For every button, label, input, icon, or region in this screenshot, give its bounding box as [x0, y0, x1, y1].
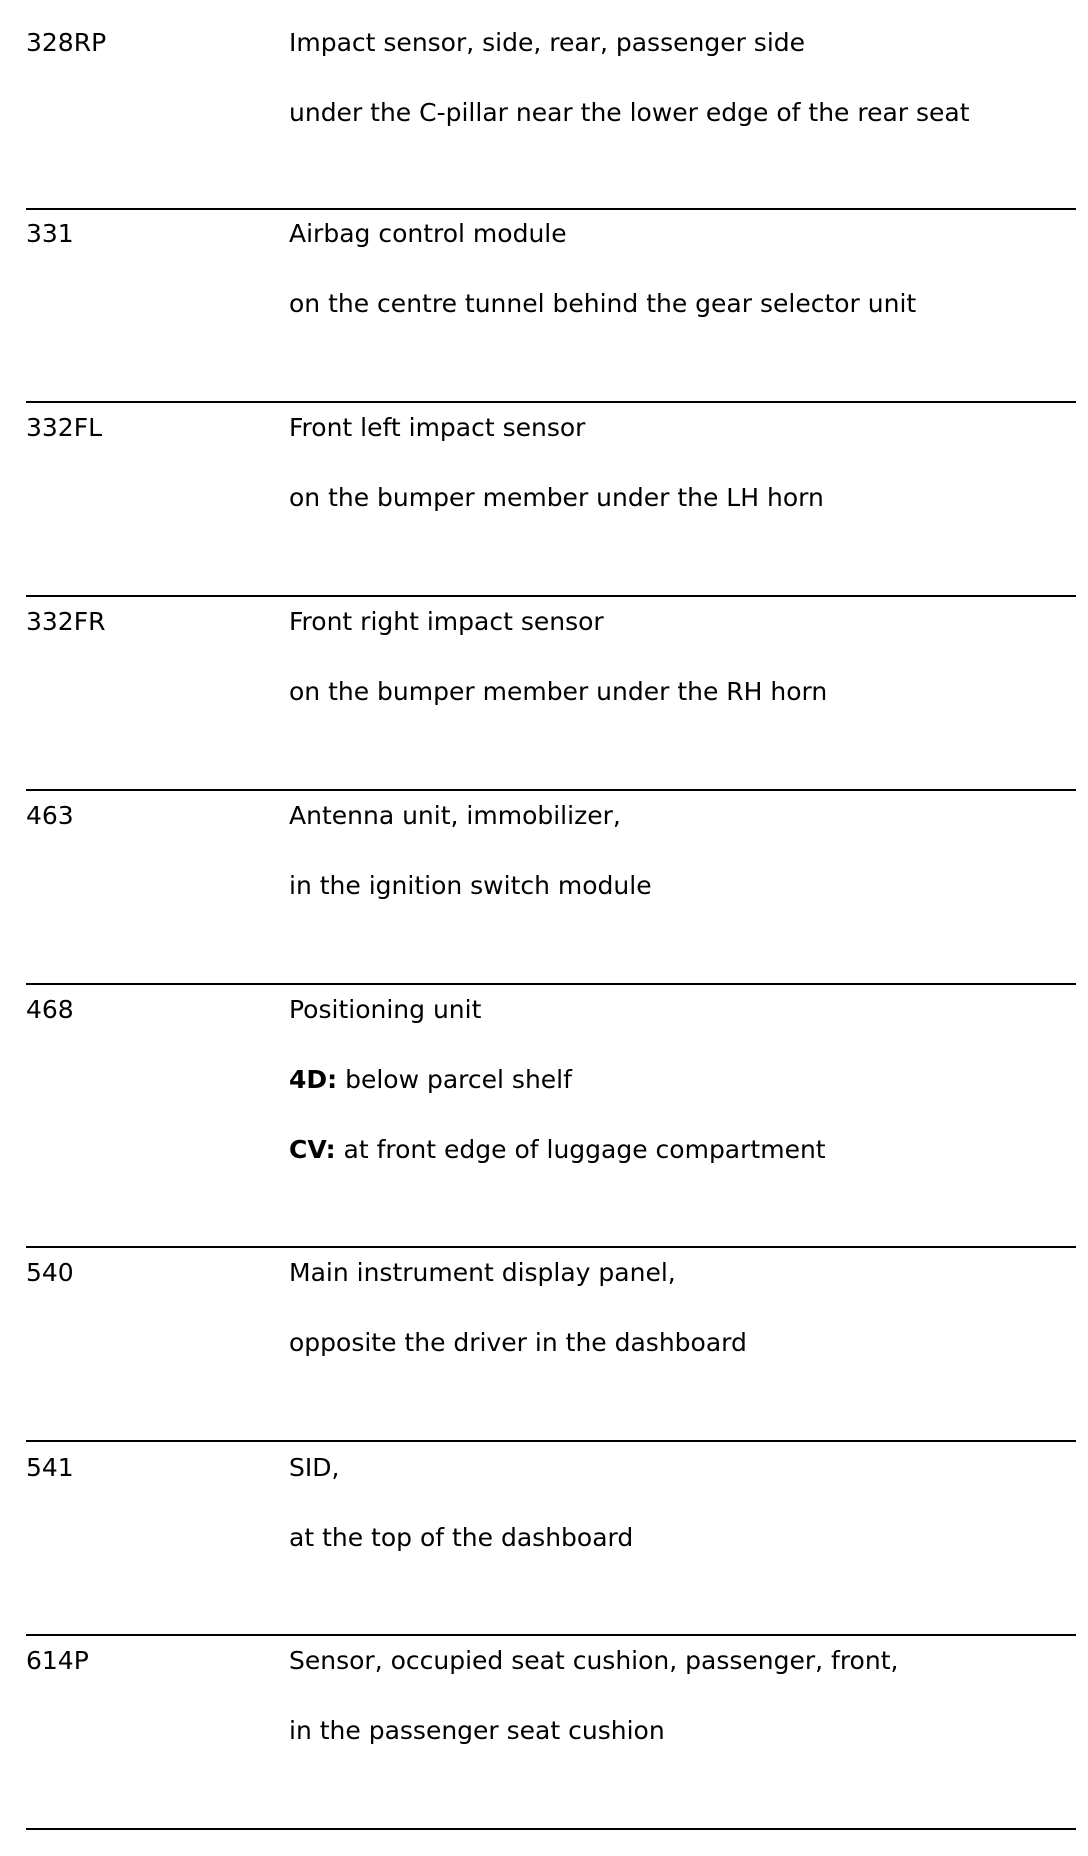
section-divider — [26, 1634, 1076, 1636]
component-code: 540 — [26, 1258, 74, 1287]
description-line — [289, 1716, 898, 1746]
description-line — [289, 289, 916, 319]
component-description — [289, 28, 970, 168]
description-line — [289, 1065, 826, 1095]
component-code: 332FL — [26, 413, 103, 442]
line-text: at front edge of luggage compartment — [335, 1135, 826, 1164]
component-description — [289, 607, 827, 747]
component-code: 468 — [26, 995, 74, 1024]
component-code: 328RP — [26, 28, 107, 57]
component-description — [289, 413, 824, 553]
line-text: opposite the driver in the dashboard — [289, 1328, 747, 1357]
line-text: in the ignition switch module — [289, 871, 652, 900]
description-line — [289, 1453, 633, 1483]
section-divider — [26, 1246, 1076, 1248]
component-code: 463 — [26, 801, 74, 830]
component-description — [289, 801, 652, 941]
component-code: 614P — [26, 1646, 89, 1675]
line-text: in the passenger seat cushion — [289, 1716, 665, 1745]
line-text: under the C-pillar near the lower edge of the rear seat — [289, 98, 970, 127]
variant-label-4d: 4D: — [289, 1065, 338, 1094]
line-text: Antenna unit, immobilizer, — [289, 801, 621, 830]
description-line — [289, 801, 652, 831]
component-description — [289, 995, 826, 1205]
line-text: Main instrument display panel, — [289, 1258, 676, 1287]
line-text: on the centre tunnel behind the gear selector unit — [289, 289, 917, 318]
section-divider — [26, 595, 1076, 597]
description-line — [289, 1523, 633, 1553]
line-text: at the top of the dashboard — [289, 1523, 634, 1552]
component-code: 331 — [26, 219, 74, 248]
line-text: Front left impact sensor — [289, 413, 586, 442]
description-line — [289, 1135, 826, 1165]
description-line — [289, 995, 826, 1025]
description-line — [289, 677, 827, 707]
line-text: on the bumper member under the RH horn — [289, 677, 828, 706]
section-divider — [26, 983, 1076, 985]
description-line — [289, 1646, 898, 1676]
description-line — [289, 871, 652, 901]
line-text: on the bumper member under the LH horn — [289, 483, 824, 512]
section-divider — [26, 208, 1076, 210]
line-text: Sensor, occupied seat cushion, passenger, front, — [289, 1646, 899, 1675]
component-description — [289, 1646, 898, 1786]
line-text: Airbag control module — [289, 219, 567, 248]
line-text: below parcel shelf — [337, 1065, 572, 1094]
line-text: Front right impact sensor — [289, 607, 604, 636]
line-text: Positioning unit — [289, 995, 482, 1024]
component-description — [289, 1258, 747, 1398]
component-description — [289, 219, 916, 359]
line-text: Impact sensor, side, rear, passenger side — [289, 28, 806, 57]
description-line — [289, 1258, 747, 1288]
description-line — [289, 483, 824, 513]
section-divider — [26, 401, 1076, 403]
description-line — [289, 219, 916, 249]
description-line — [289, 1328, 747, 1358]
section-divider — [26, 1828, 1076, 1830]
description-line — [289, 413, 824, 443]
line-text: SID, — [289, 1453, 340, 1482]
section-divider — [26, 1440, 1076, 1442]
description-line — [289, 28, 970, 58]
description-line — [289, 98, 970, 128]
component-code: 541 — [26, 1453, 74, 1482]
component-description — [289, 1453, 633, 1593]
component-code: 332FR — [26, 607, 106, 636]
variant-label-cv: CV: — [289, 1135, 336, 1164]
section-divider — [26, 789, 1076, 791]
description-line — [289, 607, 827, 637]
